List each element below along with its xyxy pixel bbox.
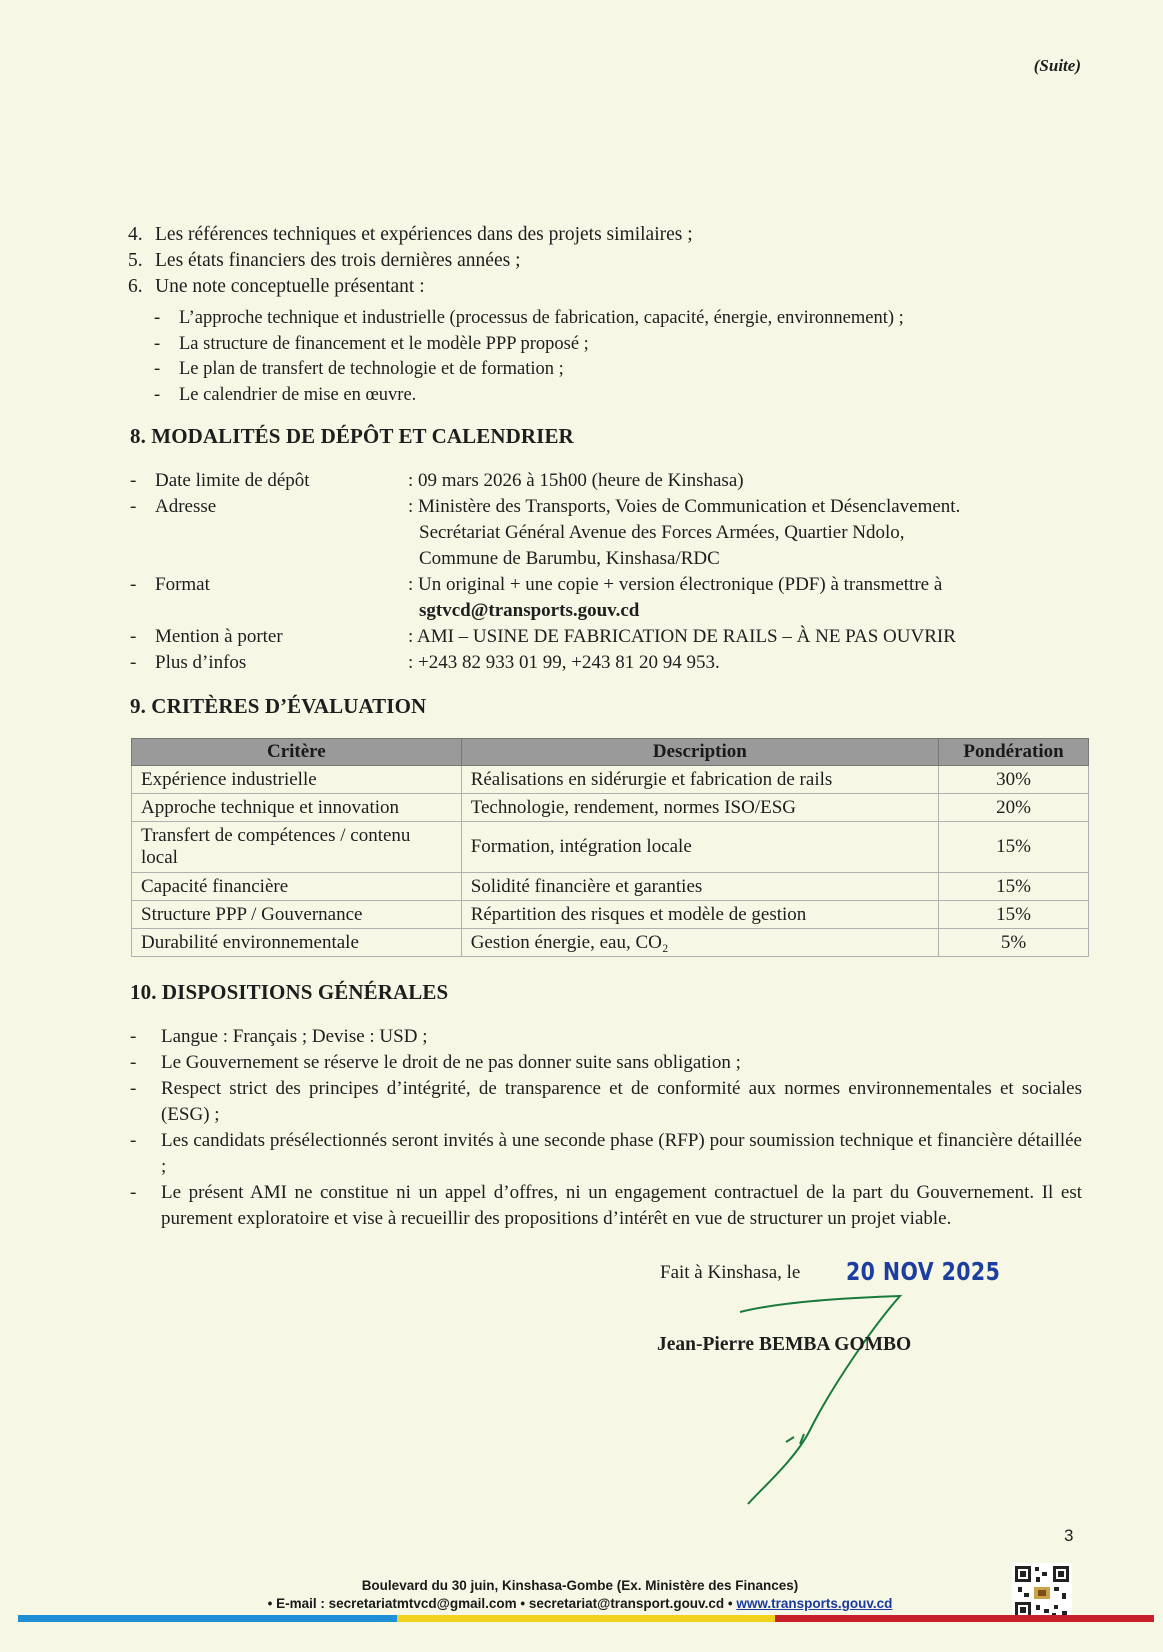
flag-yellow-stripe xyxy=(397,1615,776,1622)
submission-email[interactable]: sgtvcd@transports.gouv.cd xyxy=(419,600,640,621)
column-header-critere: Critère xyxy=(132,739,462,766)
column-header-ponderation: Pondération xyxy=(939,739,1089,766)
section-9-heading: 9. CRITÈRES D’ÉVALUATION xyxy=(130,694,427,718)
section-10-heading: 10. DISPOSITIONS GÉNÉRALES xyxy=(130,980,449,1004)
date-stamp: 20 NOV 2025 xyxy=(846,1257,1001,1286)
kv-row-date: - Date limite de dépôt : 09 mars 2026 à 15h00 (heure de Kinshasa) xyxy=(130,470,744,491)
table-row: Capacité financière Solidité financière et garanties 15% xyxy=(132,873,1089,901)
footer-email-2: • secretariat@transport.gouv.cd xyxy=(520,1596,725,1611)
kv-row-infos: - Plus d’infos : +243 82 933 01 99, +243 81 20 94 953. xyxy=(130,652,720,673)
list-item: - Respect strict des principes d’intégrité, de transparence et de conformité aux normes environnementales et sociales (ESG) ; xyxy=(130,1078,1082,1125)
handwritten-signature xyxy=(700,1290,940,1520)
kv-row-adresse: - Adresse : Ministère des Transports, Voies de Communication et Désenclavement. Secrétariat Général Avenue des Forces Armées, Quartier Ndolo, Commune de Barumbu, Kinshasa/RDC xyxy=(130,496,961,569)
note-sub-list xyxy=(154,306,1084,408)
list-item: - Le calendrier de mise en œuvre. xyxy=(154,384,417,405)
list-item: - Langue : Français ; Devise : USD ; xyxy=(130,1026,428,1047)
column-header-description: Description xyxy=(461,739,938,766)
list-item: - Le Gouvernement se réserve le droit de ne pas donner suite sans obligation ; xyxy=(130,1052,741,1073)
place-date-label: Fait à Kinshasa, le xyxy=(660,1262,801,1283)
footer-email: • E-mail : secretariatmtvcd@gmail.com xyxy=(267,1596,517,1611)
list-item: - Les candidats présélectionnés seront invités à une seconde phase (RFP) pour soumission technique et financière détaillée ; xyxy=(130,1130,1082,1177)
list-item: - La structure de financement et le modèle PPP proposé ; xyxy=(154,333,589,354)
flag-red-stripe xyxy=(775,1615,1154,1622)
kv-row-mention: - Mention à porter : AMI – USINE DE FABRICATION DE RAILS – À NE PAS OUVRIR xyxy=(130,626,956,647)
flag-blue-stripe xyxy=(18,1615,397,1622)
signer-name: Jean-Pierre BEMBA GOMBO xyxy=(657,1334,912,1355)
table-row: Approche technique et innovation Technologie, rendement, normes ISO/ESG 20% xyxy=(132,794,1089,822)
list-item: 4. Les références techniques et expériences dans des projets similaires ; xyxy=(128,224,693,245)
table-row: Durabilité environnementale Gestion énergie, eau, CO₂ 5% xyxy=(132,929,1089,957)
footer-contact: Boulevard du 30 juin, Kinshasa-Gombe (Ex. Ministère des Finances) • E-mail : secretariatmtvcd@gmail.com • secretariat@transport.gouv.cd • www.transports.gouv.cd xyxy=(267,1578,893,1611)
qr-code-icon xyxy=(1012,1563,1072,1621)
list-item: 5. Les états financiers des trois dernières années ; xyxy=(128,250,521,271)
flag-color-bar xyxy=(18,1615,1154,1622)
list-item: - Le plan de transfert de technologie et de formation ; xyxy=(154,359,564,379)
list-item: - L’approche technique et industrielle (processus de fabrication, capacité, énergie, environnement) ; xyxy=(154,308,904,328)
table-row: Expérience industrielle Réalisations en sidérurgie et fabrication de rails 30% xyxy=(132,766,1089,794)
submission-details xyxy=(130,468,1090,676)
suite-label: (Suite) xyxy=(1033,56,1081,75)
list-item: - Le présent AMI ne constitue ni un appel d’offres, ni un engagement contractuel de la part du Gouvernement. Il est purement exploratoire et vise à recueillir des propositions d’intérêt en vue de structurer un projet viable. xyxy=(130,1182,1082,1229)
table-row: Transfert de compétences / contenu local Formation, intégration locale 15% xyxy=(132,822,1089,873)
general-provisions-list xyxy=(130,1024,1082,1232)
section-8-heading: 8. MODALITÉS DE DÉPÔT ET CALENDRIER xyxy=(130,424,574,448)
kv-row-format: - Format : Un original + une copie + version électronique (PDF) à transmettre à sgtvcd@transports.gouv.cd xyxy=(130,572,1090,624)
footer-website-link[interactable]: www.transports.gouv.cd xyxy=(736,1596,893,1611)
numbered-list xyxy=(128,222,1078,300)
footer-address: Boulevard du 30 juin, Kinshasa-Gombe (Ex. Ministère des Finances) xyxy=(361,1578,799,1593)
page-number: 3 xyxy=(1064,1526,1074,1545)
list-item: 6. Une note conceptuelle présentant : xyxy=(128,276,425,297)
table-row: Structure PPP / Gouvernance Répartition des risques et modèle de gestion 15% xyxy=(132,901,1089,929)
criteria-table xyxy=(131,738,1089,957)
